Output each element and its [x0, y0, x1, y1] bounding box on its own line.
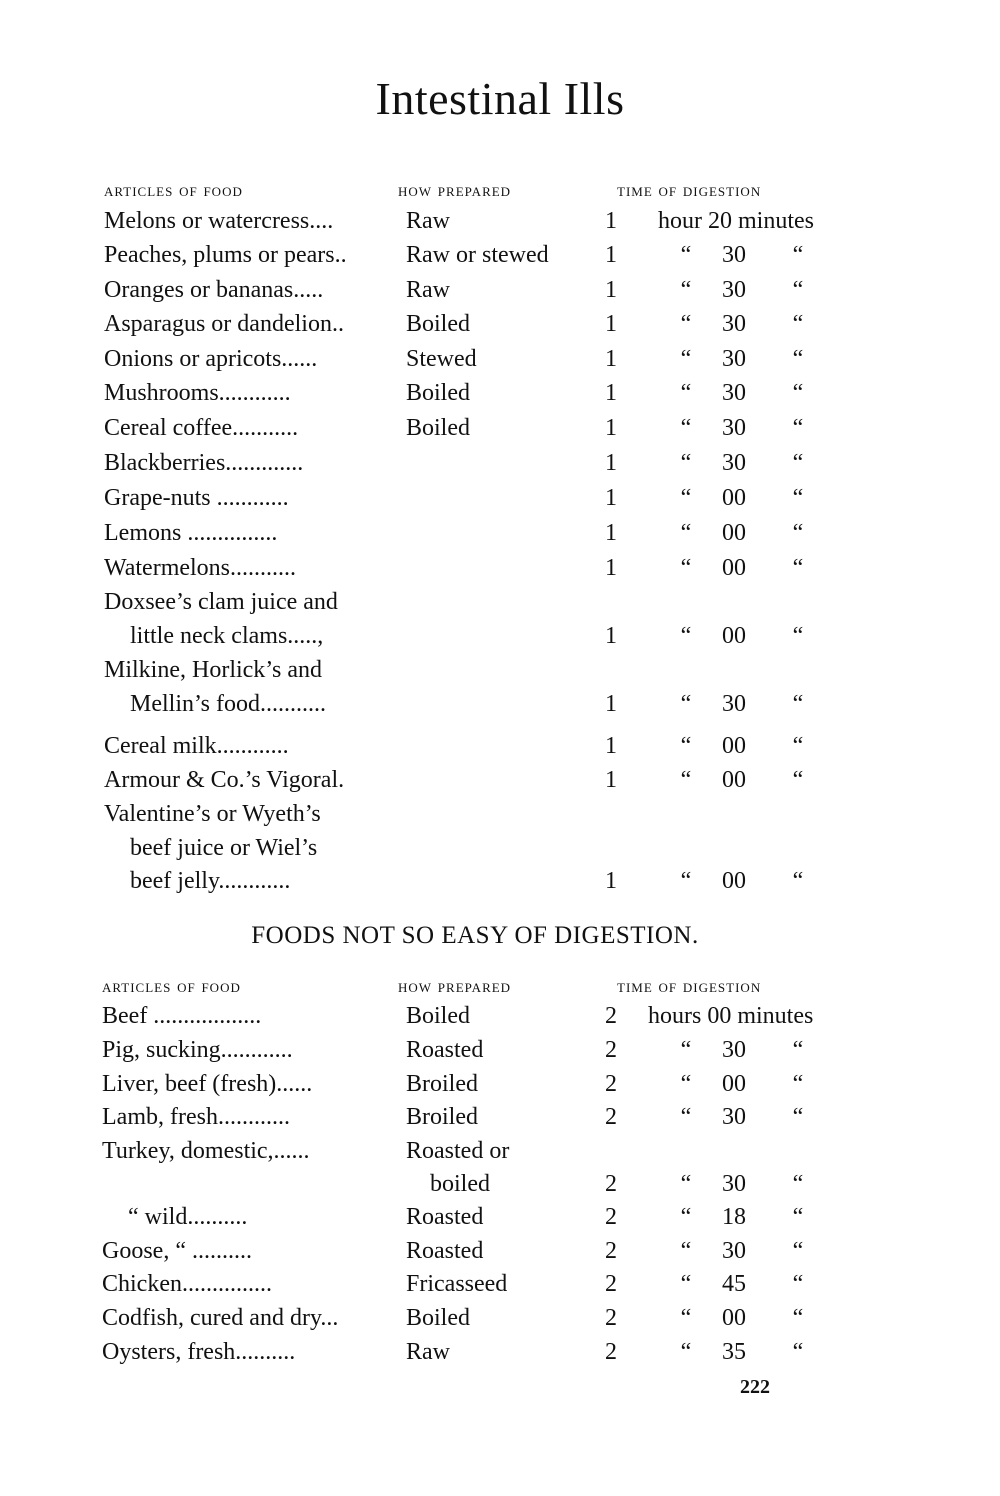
- minutes-value: 00: [722, 555, 746, 581]
- food-name: Mushrooms............: [104, 380, 291, 406]
- table-row: [0, 868, 1000, 902]
- minutes-value: 00: [722, 1071, 746, 1097]
- food-name: Grape-nuts ............: [104, 485, 289, 511]
- hours-value: 1: [605, 520, 617, 546]
- food-name: beef jelly............: [130, 868, 291, 894]
- preparation: Broiled: [406, 1104, 478, 1130]
- food-name: little neck clams.....,: [130, 623, 324, 649]
- hours-value: 2: [605, 1003, 617, 1029]
- ditto-mark: “: [680, 520, 692, 546]
- ditto-mark: “: [792, 277, 804, 303]
- food-name: Turkey, domestic,......: [102, 1138, 310, 1164]
- table-header: [0, 976, 1000, 1000]
- minutes-value: 30: [722, 380, 746, 406]
- ditto-mark: “: [792, 691, 804, 717]
- ditto-mark: “: [680, 242, 692, 268]
- table-row: [0, 801, 1000, 835]
- page-number: 222: [740, 1376, 770, 1398]
- food-name: Beef ..................: [102, 1003, 262, 1029]
- minutes-value: 30: [722, 311, 746, 337]
- time-units-label: hours 00 minutes: [648, 1003, 814, 1029]
- food-name: Cereal coffee...........: [104, 415, 299, 441]
- hours-value: 1: [605, 733, 617, 759]
- table-row: [0, 450, 1000, 484]
- table-row: [0, 415, 1000, 449]
- food-name: Pig, sucking............: [102, 1037, 293, 1063]
- table-row: [0, 485, 1000, 519]
- food-name: Lamb, fresh............: [102, 1104, 290, 1130]
- food-name: Peaches, plums or pears..: [104, 242, 347, 268]
- ditto-mark: “: [680, 691, 692, 717]
- ditto-mark: “: [680, 346, 692, 372]
- ditto-mark: “: [680, 1071, 692, 1097]
- hours-value: 1: [605, 415, 617, 441]
- table-row: [0, 1339, 1000, 1373]
- ditto-mark: “: [792, 415, 804, 441]
- table-row: [0, 1003, 1000, 1037]
- hours-value: 1: [605, 485, 617, 511]
- hours-value: 2: [605, 1104, 617, 1130]
- ditto-mark: “: [680, 1104, 692, 1130]
- food-name: Mellin’s food...........: [130, 691, 326, 717]
- ditto-mark: “: [792, 242, 804, 268]
- ditto-mark: “: [792, 1037, 804, 1063]
- preparation: Roasted or: [406, 1138, 510, 1164]
- food-name: Onions or apricots......: [104, 346, 318, 372]
- ditto-mark: “: [792, 767, 804, 793]
- minutes-value: 00: [722, 623, 746, 649]
- food-name: Asparagus or dandelion..: [104, 311, 344, 337]
- ditto-mark: “: [680, 415, 692, 441]
- column-header: time of digestion: [617, 976, 762, 997]
- table-row: [0, 835, 1000, 869]
- ditto-mark: “: [680, 1238, 692, 1264]
- ditto-mark: “: [680, 868, 692, 894]
- hours-value: 2: [605, 1305, 617, 1331]
- food-name: Lemons ...............: [104, 520, 278, 546]
- table-row: [0, 589, 1000, 623]
- ditto-mark: “: [792, 555, 804, 581]
- hours-value: 1: [605, 380, 617, 406]
- table-row: [0, 623, 1000, 657]
- ditto-mark: “: [792, 1071, 804, 1097]
- food-name: Valentine’s or Wyeth’s: [104, 801, 321, 827]
- hours-value: 1: [605, 868, 617, 894]
- minutes-value: 30: [722, 1104, 746, 1130]
- time-units-label: hour 20 minutes: [658, 208, 814, 234]
- ditto-mark: “: [680, 733, 692, 759]
- preparation: Boiled: [406, 1003, 470, 1029]
- ditto-mark: “: [792, 1171, 804, 1197]
- table-row: [0, 1238, 1000, 1272]
- table-row: [0, 1071, 1000, 1105]
- table-row: [0, 520, 1000, 554]
- food-name: Doxsee’s clam juice and: [104, 589, 338, 615]
- table-row: [0, 555, 1000, 589]
- hours-value: 2: [605, 1171, 617, 1197]
- ditto-mark: “: [680, 767, 692, 793]
- ditto-mark: “: [792, 1339, 804, 1365]
- column-header: time of digestion: [617, 180, 762, 201]
- table-row: [0, 767, 1000, 801]
- preparation: Boiled: [406, 311, 470, 337]
- hours-value: 1: [605, 277, 617, 303]
- minutes-value: 00: [722, 868, 746, 894]
- hours-value: 1: [605, 450, 617, 476]
- hours-value: 1: [605, 623, 617, 649]
- minutes-value: 00: [722, 767, 746, 793]
- ditto-mark: “: [792, 450, 804, 476]
- minutes-value: 30: [722, 242, 746, 268]
- page-title: Intestinal Ills: [375, 73, 625, 124]
- table-row: [0, 380, 1000, 414]
- minutes-value: 30: [722, 691, 746, 717]
- ditto-mark: “: [680, 555, 692, 581]
- minutes-value: 35: [722, 1339, 746, 1365]
- hours-value: 1: [605, 767, 617, 793]
- preparation: Fricasseed: [406, 1271, 508, 1297]
- table-row: [0, 1138, 1000, 1172]
- ditto-mark: “: [680, 1339, 692, 1365]
- food-name: Watermelons...........: [104, 555, 297, 581]
- preparation: Stewed: [406, 346, 477, 372]
- preparation: Raw: [406, 277, 450, 303]
- minutes-value: 30: [722, 450, 746, 476]
- preparation: Roasted: [406, 1037, 484, 1063]
- food-name: Armour & Co.’s Vigoral.: [104, 767, 345, 793]
- column-header: how prepared: [398, 976, 512, 997]
- food-name: Goose, “ ..........: [102, 1238, 252, 1264]
- ditto-mark: “: [680, 311, 692, 337]
- ditto-mark: “: [792, 623, 804, 649]
- ditto-mark: “: [680, 1037, 692, 1063]
- minutes-value: 30: [722, 277, 746, 303]
- hours-value: 1: [605, 555, 617, 581]
- hours-value: 2: [605, 1071, 617, 1097]
- ditto-mark: “: [680, 1305, 692, 1331]
- preparation: Raw: [406, 208, 450, 234]
- minutes-value: 45: [722, 1271, 746, 1297]
- hours-value: 1: [605, 691, 617, 717]
- ditto-mark: “: [680, 450, 692, 476]
- preparation: Roasted: [406, 1204, 484, 1230]
- table-row: [0, 1271, 1000, 1305]
- ditto-mark: “: [792, 1104, 804, 1130]
- hours-value: 2: [605, 1271, 617, 1297]
- ditto-mark: “: [680, 277, 692, 303]
- column-header: articles of food: [104, 180, 243, 201]
- table-row: [0, 1305, 1000, 1339]
- table-header: [0, 180, 1000, 204]
- preparation: Raw or stewed: [406, 242, 549, 268]
- hours-value: 2: [605, 1037, 617, 1063]
- ditto-mark: “: [680, 623, 692, 649]
- ditto-mark: “: [792, 1305, 804, 1331]
- hours-value: 2: [605, 1339, 617, 1365]
- table-row: [0, 346, 1000, 380]
- preparation: Raw: [406, 1339, 450, 1365]
- preparation: boiled: [430, 1171, 490, 1197]
- section-heading: FOODS NOT SO EASY OF DIGESTION.: [251, 922, 699, 949]
- preparation: Broiled: [406, 1071, 478, 1097]
- minutes-value: 00: [722, 485, 746, 511]
- food-name: Melons or watercress....: [104, 208, 334, 234]
- preparation: Boiled: [406, 380, 470, 406]
- table-row: [0, 733, 1000, 767]
- ditto-mark: “: [680, 1204, 692, 1230]
- preparation: Boiled: [406, 1305, 470, 1331]
- food-name: Oranges or bananas.....: [104, 277, 324, 303]
- hours-value: 1: [605, 242, 617, 268]
- column-header: articles of food: [102, 976, 241, 997]
- food-name: Blackberries.............: [104, 450, 304, 476]
- ditto-mark: “: [792, 380, 804, 406]
- minutes-value: 30: [722, 346, 746, 372]
- minutes-value: 00: [722, 520, 746, 546]
- ditto-mark: “: [792, 868, 804, 894]
- food-name: Milkine, Horlick’s and: [104, 657, 322, 683]
- ditto-mark: “: [792, 1271, 804, 1297]
- ditto-mark: “: [680, 380, 692, 406]
- hours-value: 2: [605, 1238, 617, 1264]
- ditto-mark: “: [680, 1171, 692, 1197]
- food-name: Cereal milk............: [104, 733, 289, 759]
- hours-value: 1: [605, 346, 617, 372]
- ditto-mark: “: [680, 485, 692, 511]
- minutes-value: 00: [722, 1305, 746, 1331]
- minutes-value: 30: [722, 415, 746, 441]
- food-name: Chicken...............: [102, 1271, 272, 1297]
- table-row: [0, 657, 1000, 691]
- table-row: [0, 311, 1000, 345]
- food-name: Oysters, fresh..........: [102, 1339, 296, 1365]
- food-name: “ wild..........: [128, 1204, 248, 1230]
- table-row: [0, 1037, 1000, 1071]
- ditto-mark: “: [680, 1271, 692, 1297]
- minutes-value: 00: [722, 733, 746, 759]
- food-name: Liver, beef (fresh)......: [102, 1071, 313, 1097]
- ditto-mark: “: [792, 346, 804, 372]
- ditto-mark: “: [792, 1204, 804, 1230]
- hours-value: 1: [605, 208, 617, 234]
- food-name: beef juice or Wiel’s: [130, 835, 318, 861]
- hours-value: 2: [605, 1204, 617, 1230]
- food-name: Codfish, cured and dry...: [102, 1305, 339, 1331]
- preparation: Boiled: [406, 415, 470, 441]
- table-row: [0, 1204, 1000, 1238]
- ditto-mark: “: [792, 520, 804, 546]
- minutes-value: 30: [722, 1171, 746, 1197]
- table-row: [0, 208, 1000, 242]
- minutes-value: 18: [722, 1204, 746, 1230]
- table-row: [0, 242, 1000, 276]
- minutes-value: 30: [722, 1037, 746, 1063]
- minutes-value: 30: [722, 1238, 746, 1264]
- ditto-mark: “: [792, 1238, 804, 1264]
- table-row: [0, 1171, 1000, 1205]
- table-row: [0, 1104, 1000, 1138]
- table-row: [0, 691, 1000, 725]
- ditto-mark: “: [792, 311, 804, 337]
- ditto-mark: “: [792, 733, 804, 759]
- ditto-mark: “: [792, 485, 804, 511]
- table-row: [0, 277, 1000, 311]
- preparation: Roasted: [406, 1238, 484, 1264]
- column-header: how prepared: [398, 180, 512, 201]
- hours-value: 1: [605, 311, 617, 337]
